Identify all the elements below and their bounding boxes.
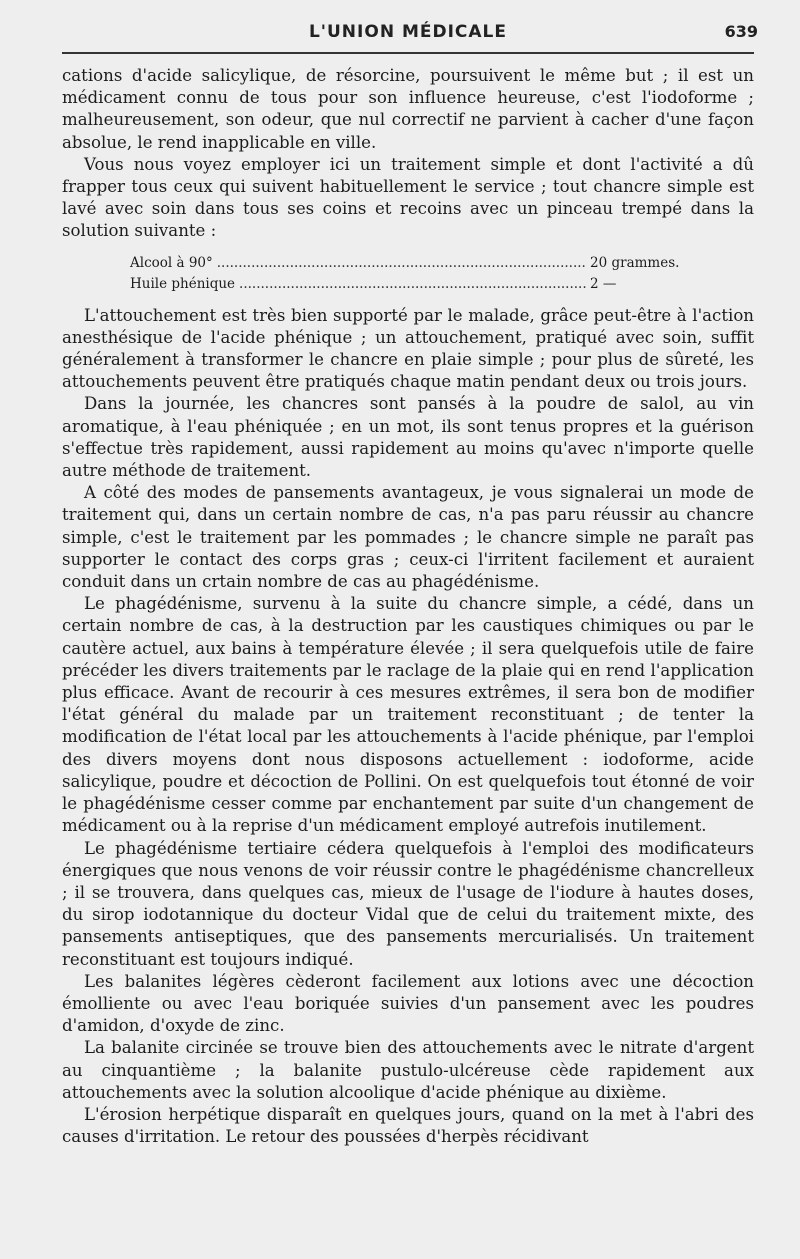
- recipe-quantity: 2 —: [590, 275, 617, 292]
- paragraph: La balanite circinée se trouve bien des attouchements avec le nitrate d'argent au cinquantième ; la balanite pustulo-ulcéreuse cède rapidement aux attouchements avec la solution alcoolique d'acide phénique au dixième.: [62, 1038, 754, 1102]
- paragraph: L'attouchement est très bien supporté par le malade, grâce peut-être à l'action anesthésique de l'acide phénique ; un attouchement, pratiqué avec soin, suffit généralement à transformer le chancre en plaie simple ; pour plus de sûreté, les attouchements peuvent être pratiqués chaque matin pendant deux ou trois jours.: [62, 305, 754, 392]
- paragraph: Dans la journée, les chancres sont pansés à la poudre de salol, au vin aromatique, à l'eau phéniquée ; en un mot, ils sont tenus propres et la guérison s'effectue très rapidement, aussi rapidement au moins qu'avec n'importe quelle autre méthode de traitement.: [62, 394, 754, 481]
- paragraph: L'érosion herpétique disparaît en quelques jours, quand on la met à l'abri des causes d'irritation. Le retour des poussées d'herpès récidivant: [62, 1104, 754, 1147]
- recipe-row: [130, 253, 686, 274]
- page-header: [62, 22, 758, 44]
- paragraph: Les balanites légères cèderont facilement aux lotions avec une décoction émolliente ou avec l'eau boriquée suivies d'un pansement avec les poudres d'amidon, d'oxyde de zinc.: [62, 971, 754, 1036]
- page-number: 639: [724, 22, 758, 41]
- recipe-row: [130, 274, 686, 295]
- recipe-ingredient: Huile phénique: [130, 275, 236, 292]
- paragraph: A côté des modes de pansements avantageux, je vous signalerai un mode de traitement qui, dans un certain nombre de cas, n'a pas paru réussir au chancre simple, c'est le traitement par les pommades ; le chancre simple ne paraît pas supporter le contact des corps gras ; ceux-ci l'irritent facilement et auraient conduit dans un crtain nombre de cas au phagédénisme.: [62, 483, 754, 592]
- leader-dots: [217, 253, 586, 274]
- running-title: L'UNION MÉDICALE: [308, 22, 508, 42]
- body-text: [62, 65, 754, 1148]
- paragraph: Le phagédénisme, survenu à la suite du chancre simple, a cédé, dans un certain nombre de cas, à la destruction par les caustiques chimiques ou par le cautère actuel, aux bains à température élevée ; il sera quelquefois utile de faire précéder les divers traitements par le raclage de la plaie qui en rend l'application plus efficace. Avant de recourir à ces mesures extrêmes, il sera bon de modifier l'état général du malade par un traitement reconstituant ; de tenter la modification de l'état local par les attouchements à l'acide phénique, par l'emploi des divers moyens dont nous disposons actuellement : iodoforme, acide salicylique, poudre et décoction de Pollini. On est quelquefois tout étonné de voir le phagédénisme cesser comme par enchantement par suite d'un changement de médicament ou à la reprise d'un médicament employé autrefois inutilement.: [62, 594, 754, 836]
- leader-dots: [239, 274, 586, 295]
- recipe-quantity: 20 grammes.: [590, 254, 680, 271]
- recipe-formula: [130, 253, 686, 295]
- header-rule: [62, 52, 754, 54]
- paragraph: cations d'acide salicylique, de résorcine, poursuivent le même but ; il est un médicament connu de tous pour son influence heureuse, c'est l'iodoforme ; malheureusement, son odeur, que nul correctif ne parvient à cacher d'une façon absolue, le rend inapplicable en ville.: [62, 66, 754, 152]
- recipe-ingredient: Alcool à 90°: [130, 254, 213, 271]
- paragraph: Vous nous voyez employer ici un traitement simple et dont l'activité a dû frapper tous ceux qui suivent habituellement le service ; tout chancre simple est lavé avec soin dans tous ses coins et recoins avec un pinceau trempé dans la solution suivante :: [62, 154, 754, 241]
- paragraph: Le phagédénisme tertiaire cédera quelquefois à l'emploi des modificateurs énergiques que nous venons de voir réussir contre le phagédénisme chancrelleux ; il se trouvera, dans quelques cas, mieux de l'usage de l'iodure à hautes doses, du sirop iodotannique du docteur Vidal que de celui du traitement mixte, des pansements antiseptiques, que des pansements mercurialisés. Un traitement reconstituant est toujours indiqué.: [62, 838, 754, 969]
